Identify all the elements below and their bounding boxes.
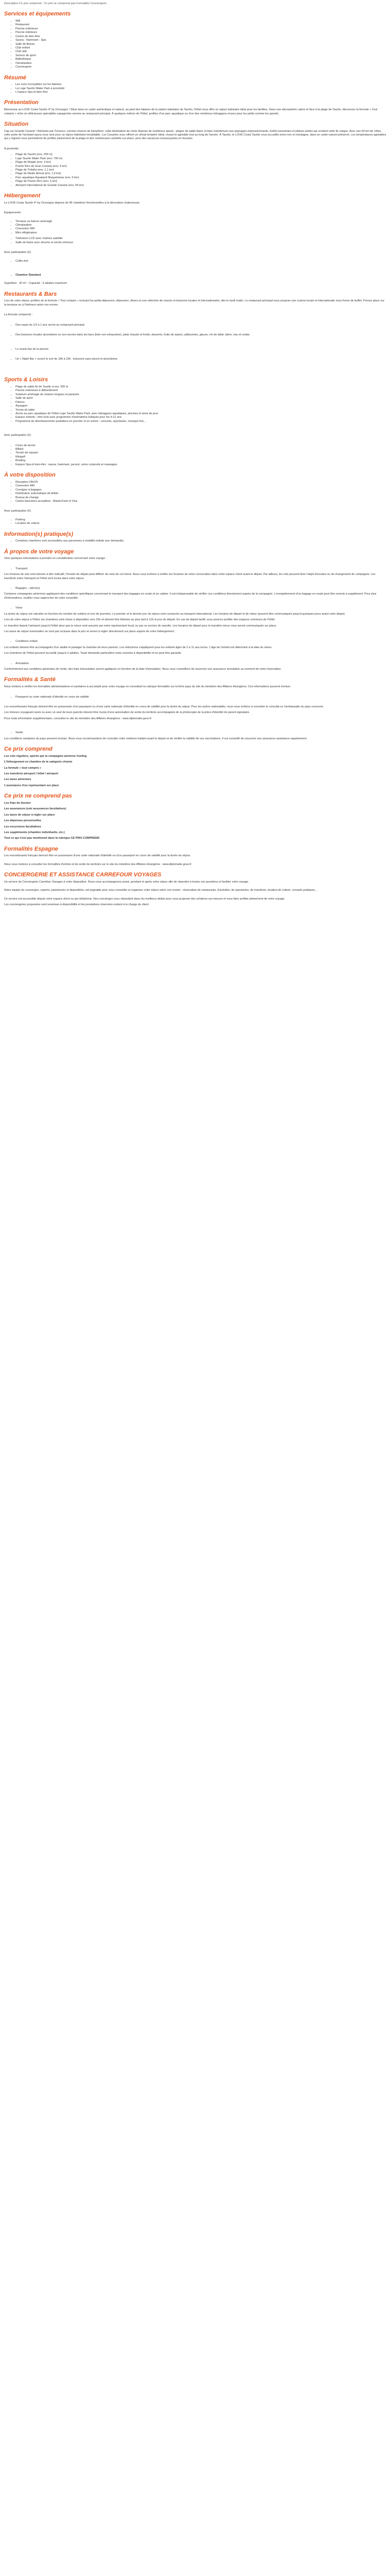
list-item: • Consigne à bagages — [15, 488, 387, 492]
list-item: • Climatisation — [15, 224, 387, 227]
propos-list-5 — [4, 662, 387, 666]
list-item: • Terrasse ou balcon aménagé — [15, 220, 387, 224]
list-item: • Salle de fitness — [15, 43, 387, 46]
list-item: • Plage de sable fin de Taurito à env. 200 m — [15, 385, 387, 389]
propos-taxes: Les taxes de séjour éventuelles ne sont pas incluses dans le prix et seront à régler directement sur place auprès de votre hébergement. — [4, 630, 175, 633]
list-item: • Connexion Wifi — [15, 484, 387, 488]
list-item: • Puerto Rico de Gran Canaria (env. 6 km) — [15, 165, 387, 168]
section-links[interactable]: Description Ce prix comprend : Ce prix ne comprend pas Formalités Conciergerie — [4, 2, 107, 5]
sports-paid-list — [4, 444, 387, 467]
list-item: • Centre de bien-être — [15, 35, 387, 39]
infos-heading: Information(s) pratique(s) — [4, 531, 73, 537]
room-list — [4, 274, 387, 277]
list-item: • Conditions enfant — [15, 640, 387, 643]
formalites-espagne-link[interactable]: Nous vous invitons à consulter les formalités d'entrée et de sortie du territoire sur le site du ministère des Affaires étrangères : www.diplomatie.gouv.fr — [4, 862, 192, 866]
situation-heading: Situation — [4, 121, 29, 127]
paid-label: Avec participation (€) : — [4, 510, 32, 513]
propos-bagages: Certaines compagnies aériennes appliquent des conditions spécifiques concernant le transport des bagages en soute et en cabine. Il est indispensable de vérifier ces conditions directement auprès de la compagnie. L'enregistrement d'un bagage en soute peut être soumis à supplément. Pour plus d'informations, veuillez vous rapprocher de votre conseiller. — [4, 592, 377, 600]
list-item: • Service de sport — [15, 54, 387, 58]
resume-heading: Résumé — [4, 74, 26, 81]
list-item: • Club enfant — [15, 46, 387, 50]
comprend-pas-heading: Ce prix ne comprend pas — [4, 793, 72, 800]
list-item: • Mini réfrigérateur — [15, 231, 387, 235]
list-item: • Les vues incroyables sur les falaises — [15, 83, 387, 87]
list-item: • Cours de tennis — [15, 444, 387, 448]
list-item: • Le snack-bar de la piscine — [15, 348, 387, 351]
formula-list-3 — [4, 348, 387, 351]
proximity-list — [4, 153, 387, 188]
list-item: • Solarium aménagé de chaises longues et parasols — [15, 393, 387, 397]
equipment-list-2 — [4, 237, 387, 245]
list-item: • Annulation — [15, 662, 387, 666]
list-item: • Minigolf — [15, 455, 387, 459]
list-item: • Espace enfants : mini-club avec programme d'animations ludiques pour les 4-12 ans — [15, 416, 387, 419]
sports-list — [4, 385, 387, 423]
list-item: • Bowling — [15, 459, 387, 463]
formalites-text-1: Les ressortissants français doivent être en possession d'un passeport ou d'une carte nationale d'identité en cours de validité pour la durée du séjour. Pour les autres nationalités, nous vous invitons à consulter le consulat ou l'ambassade du pays concerné. — [4, 705, 324, 708]
room-description: Superficie : 30 m² - Capacité : 3 adultes maximum — [4, 282, 67, 285]
paid-list — [4, 260, 387, 263]
list-item: • Billard — [15, 448, 387, 451]
list-item: • Loge Taurito Water Park (env. 700 m) — [15, 157, 387, 161]
sports-heading: Sports & Loisirs — [4, 377, 48, 383]
equipment-label: Équipements : — [4, 211, 23, 215]
comprend-pas-item: Les frais de dossier — [4, 801, 31, 805]
list-item: • Transport — [15, 567, 387, 571]
list-item: • Salle de bains avec douche et sèche-cheveux — [15, 241, 387, 245]
comprend-item: La formule « tout compris » — [4, 766, 42, 770]
paid-label: Avec participation (€) : — [4, 434, 32, 437]
comprend-heading: Ce prix comprend — [4, 746, 53, 753]
propos-intro: Voici quelques informations à prendre en considération concernant votre voyage : — [4, 557, 107, 561]
propos-list — [4, 567, 387, 571]
formalites-espagne-text: Les ressortissants français devront être en possession d'une carte nationale d'identité ou d'un passeport en cours de validité pour la durée du séjour. — [4, 854, 191, 858]
list-item: • Des repas du 1/2 à 1 jour servis au restaurant principal — [15, 324, 387, 327]
list-item: • Distributeur automatique de billets — [15, 492, 387, 496]
list-item: • Conciergerie — [15, 65, 387, 69]
list-item: • Des boissons locales alcoolisées ou non servies dans les bars (liste non exhaustive), plats chauds et froids, desserts, fruits de saison, pâtisseries, glaces, vin de table, bière, eau et sodas — [15, 333, 387, 337]
formalites-list — [4, 696, 387, 699]
formula-label: La formule comprend : — [4, 313, 33, 317]
list-item: • Plage de Taurito (env. 200 m) — [15, 153, 387, 157]
list-item: • Certaines chambres sont accessibles aux personnes à mobilité réduite (sur demande). — [15, 539, 387, 543]
propos-cancellation: Conformément aux conditions générales de vente, des frais d'annulation seront appliqués en fonction de la date d'annulation. Nous vous conseillons de souscrire une assurance annulation au moment de votre réservation. — [4, 668, 282, 671]
list-item: • Espace Spa et bien-être : sauna, hammam, jacuzzi, soins corporels et massages — [15, 463, 387, 467]
proximity-label: À proximité : — [4, 147, 20, 150]
list-item: • Club ado — [15, 50, 387, 54]
formalites-text-2: Les mineurs voyageant seuls ou avec un seul de leurs parents doivent être munis d'une autorisation de sortie du territoire accompagnée de la photocopie de la pièce d'identité du parent signataire. — [4, 711, 250, 715]
services-heading: Services et équipements — [4, 11, 71, 18]
hebergement-text: Le LOVE Costa Taurito 4* by Ocesogos dispose de 96 chambres fonctionnelles à la décoration chaleureuse. — [4, 201, 140, 205]
disposition-heading: À votre disposition — [4, 472, 56, 479]
list-item: • Tennis de table — [15, 409, 387, 412]
formula-list-2 — [4, 333, 387, 337]
comprend-pas-item: Les excursions facultatives — [4, 825, 41, 828]
list-item: • Passeport ou carte nationale d'identité en cours de validité — [15, 696, 387, 699]
list-item: • Télévision LCD avec chaînes satellite — [15, 237, 387, 241]
list-item: • Wifi — [15, 20, 387, 23]
list-item: • Bibliothèque — [15, 58, 387, 61]
list-item: • Parking — [15, 518, 387, 522]
services-list — [4, 20, 387, 69]
list-item: • Coffre-fort — [15, 260, 387, 263]
infos-list — [4, 539, 387, 543]
list-item: • Terrain de squash — [15, 451, 387, 455]
resume-list — [4, 83, 387, 94]
list-item: • Programme de divertissements quotidiens en journée et en soirée : concerts, spectacles, musique live… — [15, 420, 387, 423]
list-item: • Accès au parc aquatique de l'hôtel Loge Taurito Water Park, avec toboggans aquatiques, piscines et aires de jeux — [15, 412, 387, 416]
list-item: • Un « Night Bar » ouvert le soir de 18h à 23h : boissons sans alcool et alcoolisées — [15, 358, 387, 361]
list-item: • Bureau de change — [15, 496, 387, 500]
comprend-item: L'assistance d'un représentant sur place — [4, 784, 59, 787]
product-description-page — [0, 0, 391, 907]
list-item: • Piscine extérieure — [15, 27, 387, 31]
list-item: • Sauna - Hammam - Spa — [15, 39, 387, 42]
propos-transport: Les horaires de vols sont donnés à titre indicatif, l'horaire de départ peut différer de celui du vol retour. Nous vous invitons à vérifier les horaires de votre convocation dans votre espace client avant le départ. Par ailleurs, les vols peuvent faire l'objet d'escales ou de changement de compagnie. Les transferts entre l'aéroport et l'hôtel sont inclus dans votre séjour. — [4, 573, 376, 580]
sante-list — [4, 731, 387, 735]
propos-list-2 — [4, 587, 387, 590]
comprend-item: Les vols réguliers, opérés par la compagnie aérienne Vueling — [4, 754, 87, 758]
propos-rooms: Lors de votre séjour à l'hôtel, les chambres sont mises à disposition vers 15h et doivent être libérées au plus tard à 12h le jour du départ. En cas de départ tardif, vous pourrez profiter des espaces communs de l'hôtel. — [4, 618, 275, 622]
propos-list-4 — [4, 640, 387, 643]
list-item: • Plage de Mogán (env. 3 km) — [15, 161, 387, 164]
list-item: • Réception 24h/24 — [15, 481, 387, 484]
list-item: • La Loge Taurito Water Park à proximité — [15, 87, 387, 91]
list-item: • Piscine extérieure à débordement — [15, 389, 387, 393]
formalites-intro: Nous invitons à vérifier les formalités administratives et sanitaires à accomplir pour votre voyage en consultant la rubrique formalités sur la fiche pays du site du ministère des Affaires étrangères. Ces informations peuvent évoluer. — [4, 685, 291, 689]
list-item: • Aquagym — [15, 404, 387, 408]
hebergement-heading: Hébergement — [4, 193, 41, 199]
restaurants-heading: Restaurants & Bars — [4, 291, 57, 297]
formalites-espagne-heading: Formalités Espagne — [4, 845, 58, 852]
presentation-heading: Présentation — [4, 99, 39, 106]
propos-duration: La durée du séjour est calculée en fonction du nombre de nuitées et non de journées. Le premier et le dernier jour du séjour sont consacrés au transport international. Les horaires de départ et de retour peuvent être communiqués jusqu'à quelques jours avant votre départ. — [4, 612, 346, 616]
formalites-heading: Formalités & Santé — [4, 676, 56, 683]
formula-list — [4, 324, 387, 327]
conciergerie-text-1: Un service de Conciergerie Carrefour Voyages à votre disposition. Nous vous accompagnons avant, pendant et après votre séjour afin de répondre à toutes vos questions et faciliter votre voyage. — [4, 880, 249, 884]
situation-text: Cap sur Grande Canarie ! Déclarée par l'Unesco, comme réserve de biosphère, cette destination de choix dispose de nombreux atouts : plages de sable blanc et bien entretenues aux paysages impressionnants, forêts luxuriantes et plaines arides qui rendent cette île unique. Avec ses 60 km de côtes, votre porte de l'archipel saura vous ravir pour un séjour balnéaire inoubliable. Les Canaries vous offrent un climat tempéré idéal, chaud et agréable tout au long de l'année. À Taurito, le LOVE Costa Taurito vous accueille entre mer et montagne, dans un cadre naturel préservé. Les températures agréables qui y règnent vous permettront de profiter pleinement de la plage et des nombreuses activités sur place, pour des vacances ressourçantes et réussies. — [4, 129, 386, 141]
sante-text: Les conditions sanitaires du pays peuvent évoluer. Nous vous recommandons de consulter votre médecin traitant avant le départ et de vérifier la validité de vos vaccinations. Il est conseillé de souscrire une assurance assistance rapatriement. — [4, 737, 307, 740]
restaurants-text: Lors de votre séjour, profitez de la formule « Tout compris » incluant les petits-déjeuners, déjeuners, dîners et une sélection de snacks et boissons locales et internationales, dès le lundi matin. Le restaurant principal vous propose une cuisine locale et internationale sous forme de buffet. Prenez place sur la terrasse ou à l'intérieur selon vos envies. — [4, 299, 385, 307]
list-item: • Connexion Wifi — [15, 227, 387, 231]
list-item: • Location de voiture — [15, 522, 387, 526]
conciergerie-text-4: Les conciergeries proposées sont soumises à disponibilité et les prestations réservées restent à la charge du client. — [4, 903, 150, 907]
list-item: • Piscine intérieure — [15, 31, 387, 35]
conciergerie-text-3: Ce service est accessible depuis votre espace client ou par téléphone. Nos concierges vous répondent dans les meilleurs délais pour vous proposer des solutions sur-mesure et vous faire profiter pleinement de votre voyage. — [4, 897, 285, 901]
list-item: • L'espace Spa et bien-être — [15, 91, 387, 94]
list-item: • Plage de Medio Almud (env. 1,9 km) — [15, 172, 387, 176]
propos-list-3 — [4, 606, 387, 610]
comprend-pas-item: Tout ce qui n'est pas mentionné dans la rubrique CE PRIX COMPREND — [4, 837, 100, 840]
disposition-list — [4, 481, 387, 504]
propos-heading: À propos de votre voyage — [4, 548, 74, 555]
list-item: • Restaurant — [15, 23, 387, 27]
comprend-pas-item: Les assurances (voir assurances facultatives) — [4, 807, 67, 811]
equipment-list — [4, 220, 387, 235]
comprend-pas-item: Les suppléments (chambre individuelle, etc.) — [4, 831, 65, 834]
propos-transfers: Le transfert depuis l'aéroport jusqu'à l'hôtel ainsi que le retour sont assurés par notre représentant local, ou par un service de navette. Les horaires de départ pour le transfert retour vous seront communiqués sur place. — [4, 624, 277, 628]
list-item: • Plage de Puerto Rico (env. 5 km) — [15, 180, 387, 183]
list-item: • Aéroport international de Grande Canarie (env. 56 km) — [15, 184, 387, 188]
comprend-item: Les taxes aériennes — [4, 778, 31, 782]
list-item: • Bagages – pièce(s) — [15, 587, 387, 590]
list-item: • Cartes bancaires acceptées : MasterCard et Visa — [15, 500, 387, 503]
disposition-paid-list — [4, 518, 387, 526]
propos-children: Les enfants doivent être accompagnés d'un adulte et partager la chambre de leurs parents. Les réductions s'appliquent pour les enfants âgés de 2 à 11 ans inclus. L'âge de l'enfant est déterminé à la date du retour. — [4, 646, 272, 649]
comprend-item: L'hébergement en chambre de la catégorie choisie — [4, 760, 73, 764]
list-item: • Visas — [15, 606, 387, 610]
conciergerie-text-2: Notre équipe de concierges, experts, passionnés et disponibles, est joignable pour vous conseiller et organiser votre séjour selon vos envies : réservation de restaurants, d'activités, de spectacles, de transferts, location de voiture, conseils pratiques… — [4, 889, 318, 892]
presentation-text: Bienvenue au LOVE Costa Taurito 4* by Ocesogos ! Situé dans un cadre authentique et naturel, au pied des falaises de la station balnéaire de Taurito, l'hôtel vous offre un séjour balnéaire idéal pour les familles. Dans une atmosphère calme et face à la plage de Taurito, découvrez la formule « Tout compris » riche en délicieuses spécialités espagnoles servies au restaurant principal. À quelques mètres de l'hôtel, profitez d'un parc aquatique ou d'un des nombreux toboggans et jeux pour les petits comme les grands. — [4, 108, 378, 115]
list-item: • Santé — [15, 731, 387, 735]
list-item: • Parc aquatique Aqualand Maspalomas (env. 9 km) — [15, 176, 387, 180]
conciergerie-heading: CONCIERGERIE ET ASSISTANCE CARREFOUR VOYAGES — [4, 872, 161, 878]
list-item: • Fitness — [15, 401, 387, 404]
list-item: • Salle de sport — [15, 397, 387, 400]
list-item: • Plage de Tiritaña (env. 1,1 km) — [15, 168, 387, 172]
formula-list-4 — [4, 358, 387, 361]
comprend-pas-item: Les taxes de séjour à régler sur place — [4, 813, 55, 817]
comprend-item: Les transferts aéroport / hôtel / aéroport — [4, 772, 58, 775]
list-item: • Climatisation — [15, 62, 387, 65]
comprend-pas-item: Les dépenses personnelles — [4, 819, 41, 823]
formalites-text-3[interactable]: Pour toute information supplémentaire, consultez le site du ministère des Affaires étrangères : www.diplomatie.gouv.fr — [4, 717, 152, 720]
room-title: • Chambre Standard — [15, 274, 387, 277]
paid-label: Avec participation (€) : — [4, 251, 32, 255]
propos-capacity: Les chambres de l'hôtel peuvent accueillir jusqu'à 3 adultes. Toute demande particulière reste soumise à disponibilité et ne peut être garantie. — [4, 652, 182, 655]
